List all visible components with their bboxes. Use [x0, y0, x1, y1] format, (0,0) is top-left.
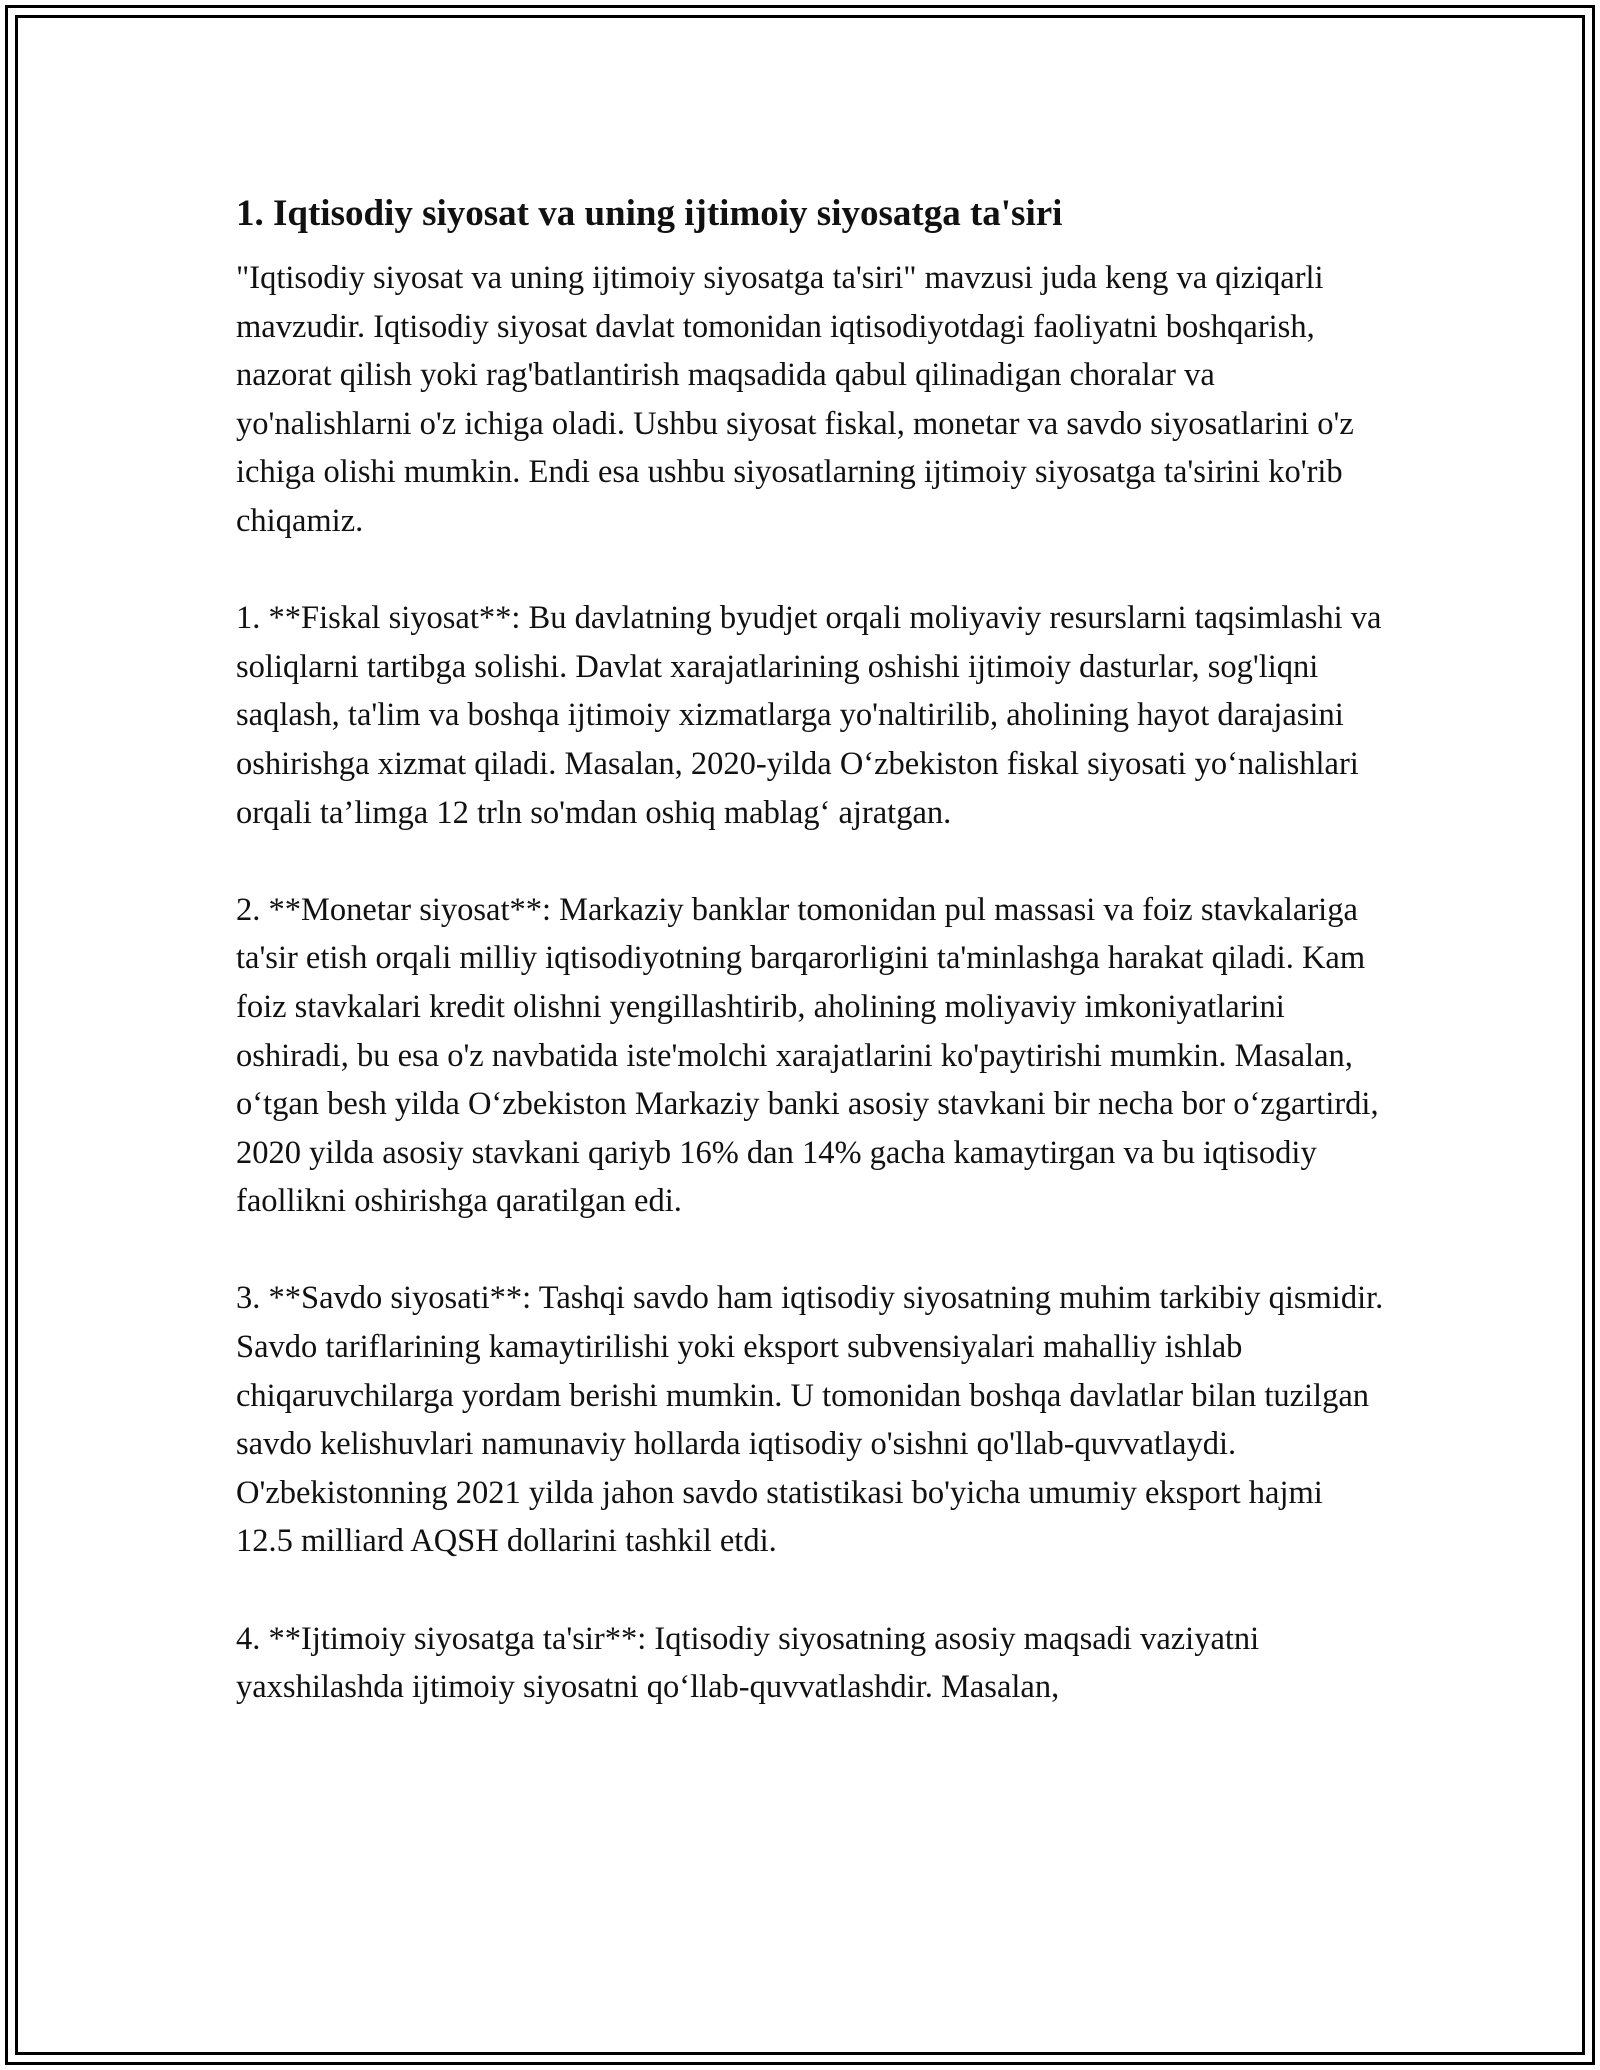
paragraph-intro: "Iqtisodiy siyosat va uning ijtimoiy siyosatga ta'siri" mavzusi juda keng va qiziqarli mavzudir. Iqtisodiy siyosat davlat tomonidan iqtisodiyotdagi faoliyatni boshqarish, nazorat qilish yoki rag'batlantirish maqsadida qabul qilinadigan choralar va yo'nalishlarni o'z ichiga oladi. Ushbu siyosat fiskal, monetar va savdo siyosatlarini o'z ichiga olishi mumkin. Endi esa ushbu siyosatlarning ijtimoiy siyosatga ta'sirini ko'rib chiqamiz.	[236, 260, 1354, 539]
paragraph-trade-policy: 3. **Savdo siyosati**: Tashqi savdo ham iqtisodiy siyosatning muhim tarkibiy qismidir. Savdo tariflarining kamaytirilishi yoki eksport subvensiyalari mahalliy ishlab chiqaruvchilarga yordam berishi mumkin. U tomonidan boshqa davlatlar bilan tuzilgan savdo kelishuvlari namunaviy hollarda iqtisodiy o'sishni qo'llab-quvvatlaydi. O'zbekistonning 2021 yilda jahon savdo statistikasi bo'yicha umumiy eksport hajmi 12.5 milliard AQSH dollarini tashkil etdi.	[236, 1280, 1384, 1560]
paragraph-social-policy-impact: 4. **Ijtimoiy siyosatga ta'sir**: Iqtisodiy siyosatning asosiy maqsadi vaziyatni yaxshilashda ijtimoiy siyosatni qo‘llab-quvvatlashdir. Masalan,	[236, 1620, 1260, 1706]
paragraph-fiscal-policy: 1. **Fiskal siyosat**: Bu davlatning byudjet orqali moliyaviy resurslarni taqsimlashi va soliqlarni tartibga solishi. Davlat xarajatlarining oshishi ijtimoiy dasturlar, sog'liqni saqlash, ta'lim va boshqa ijtimoiy xizmatlarga yo'naltirilib, aholining hayot darajasini oshirishga xizmat qiladi. Masalan, 2020-yilda O‘zbekiston fiskal siyosati yo‘nalishlari orqali ta’limga 12 trln so'mdan oshiq mablag‘ ajratgan.	[236, 600, 1382, 831]
document-body	[236, 186, 1386, 1760]
document-title: 1. Iqtisodiy siyosat va uning ijtimoiy siyosatga ta'siri	[236, 193, 1063, 234]
paragraph-monetary-policy: 2. **Monetar siyosat**: Markaziy banklar tomonidan pul massasi va foiz stavkalariga ta'sir etish orqali milliy iqtisodiyotning barqarorligini ta'minlashga harakat qiladi. Kam foiz stavkalari kredit olishni yengillashtirib, aholining moliyaviy imkoniyatlarini oshiradi, bu esa o'z navbatida iste'molchi xarajatlarini ko'paytirishi mumkin. Masalan, o‘tgan besh yilda O‘zbekiston Markaziy banki asosiy stavkani bir necha bor o‘zgartirdi, 2020 yilda asosiy stavkani qariyb 16% dan 14% gacha kamaytirgan va bu iqtisodiy faollikni oshirishga qaratilgan edi.	[236, 891, 1379, 1220]
